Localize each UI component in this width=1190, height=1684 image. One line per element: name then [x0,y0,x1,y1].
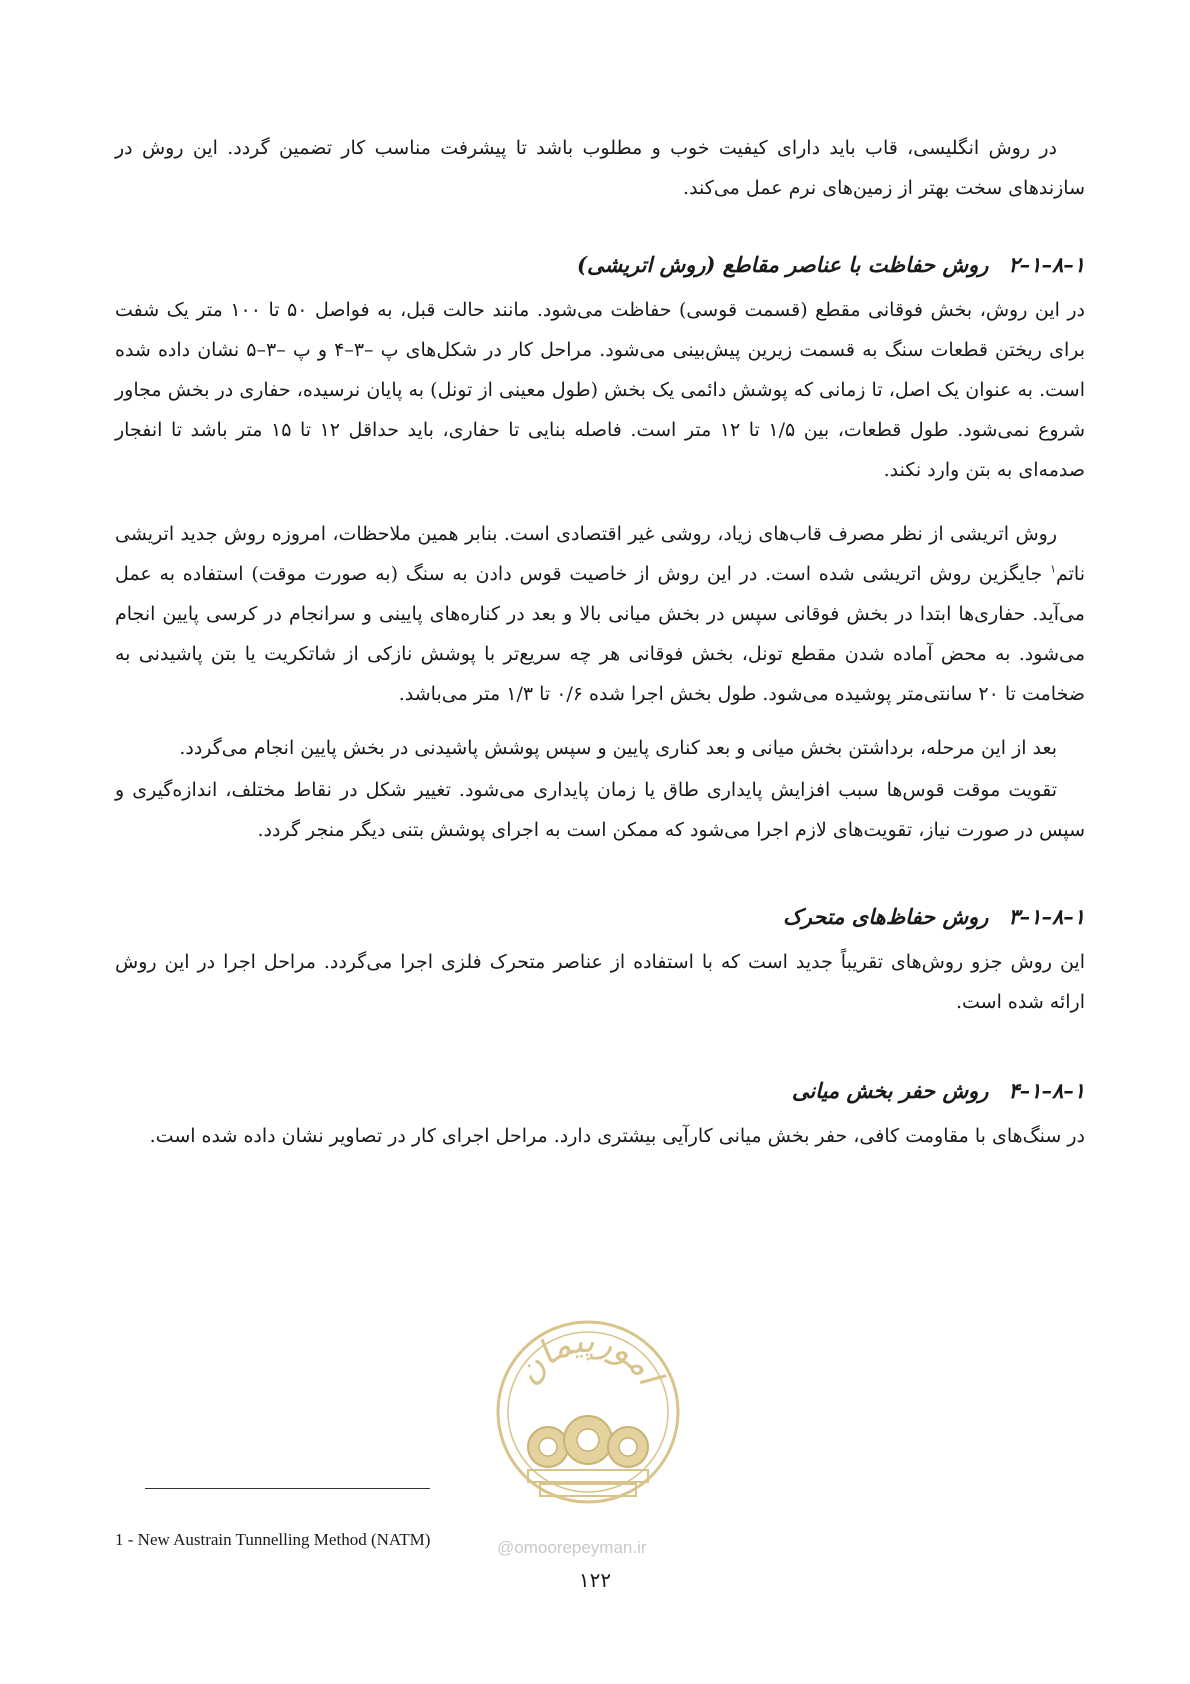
logo-lettering: امورپیمان [507,1320,670,1392]
section-heading-middle-excavation [792,1076,1085,1106]
paragraph-reinforcement [115,770,1085,850]
paragraph-austrian-method [115,290,1085,490]
footnote-divider [145,1488,430,1489]
paragraph-text: تقویت موقت قوس‌ها سبب افزایش پایداری طاق یا زمان پایداری می‌شود. تغییر شکل در نقاط مختلف، اندازه‌گیری و سپس در صورت نیاز، تقویت‌های لازم اجرا می‌شود که ممکن است به اجرای پوشش بتنی دیگر منجر گردد. [115,779,1085,841]
section-title: روش حفاظ‌های متحرک [782,904,989,929]
section-title: روش حفاظت با عناصر مقاطع (روش اتریشی) [577,252,989,277]
paragraph-middle-excavation [115,1116,1085,1156]
paragraph-text-part: جایگزین روش اتریشی شده است. در این روش از خاصیت قوس دادن به سنگ (به صورت موقت) استفاده به عمل می‌آید. حفاری‌ها ابتدا در بخش فوقانی سپس در بخش میانی بالا و بعد در کناره‌های پایینی و سرانجام در کرسی پایین انجام می‌شود. به محض آماده شدن مقطع تونل، بخش فوقانی هر چه سریع‌تر با پوشش نازکی از شاتکریت یا بتن پاشیدنی به ضخامت تا ۲۰ سانتی‌متر پوشیده می‌شود. طول بخش اجرا شده ۰/۶ تا ۱/۳ متر می‌باشد. [115,563,1085,705]
footnote-reference: ۱ [1050,562,1056,576]
watermark-url: @omoorepeyman.ir [497,1538,647,1557]
section-number: ۱–۸–۱–۴ [1008,1078,1085,1103]
section-number: ۱–۸–۱–۲ [1008,252,1085,277]
section-title: روش حفر بخش میانی [791,1078,989,1103]
paragraph-text: این روش جزو روش‌های تقریباً جدید است که با استفاده از عناصر متحرک فلزی اجرا می‌گردد. مراحل اجرا در این روش ارائه شده است. [115,951,1085,1013]
watermark-logo [488,1302,688,1522]
footnote: 1 - New Austrain Tunnelling Method (NATM) [115,1530,431,1549]
paragraph-english-method [115,128,1085,208]
paragraph-middle-section [115,728,1085,768]
paragraph-text-part: روش اتریشی از نظر مصرف قاب‌های زیاد، روشی غیر اقتصادی است. بنابر همین ملاحظات، امروزه روش جدید اتریشی ناتم [115,523,1085,585]
paragraph-natm [115,514,1085,714]
page-number: ۱۲۲ [578,1568,612,1592]
paragraph-text: بعد از این مرحله، برداشتن بخش میانی و بعد کناری پایین و سپس پوشش پاشیدنی در بخش پایین انجام می‌گردد. [179,737,1057,759]
paragraph-text: در سنگ‌های با مقاومت کافی، حفر بخش میانی کارآیی بیشتری دارد. مراحل اجرای کار در تصاویر نشان داده شده است. [149,1125,1085,1147]
paragraph-moving-shields [115,942,1085,1022]
section-heading-moving-shields [783,902,1085,932]
section-heading-austrian-method [577,250,1085,280]
paragraph-text [115,514,1085,714]
paragraph-text: در روش انگلیسی، قاب باید دارای کیفیت خوب و مطلوب باشد تا پیشرفت مناسب کار تضمین گردد. این روش در سازندهای سخت بهتر از زمین‌های نرم عمل می‌کند. [115,137,1085,199]
section-number: ۱–۸–۱–۳ [1008,904,1085,929]
paragraph-text: در این روش، بخش فوقانی مقطع (قسمت قوسی) حفاظت می‌شود. مانند حالت قبل، به فواصل ۵۰ تا ۱۰۰ متر یک شفت برای ریختن قطعات سنگ به قسمت زیرین پیش‌بینی می‌شود. مراحل کار در شکل‌های پ –۳–۴ و پ –۳–۵ نشان داده شده است. به عنوان یک اصل، تا زمانی که پوشش دائمی یک بخش (طول معینی از تونل) به پایان نرسیده، حفاری در بخش مجاور شروع نمی‌شود. طول قطعات، بین ۱/۵ تا ۱۲ متر است. فاصله بنایی تا حفاری، باید حداقل ۱۲ تا ۱۵ متر باشد تا انفجار صدمه‌ای به بتن وارد نکند. [115,299,1086,481]
